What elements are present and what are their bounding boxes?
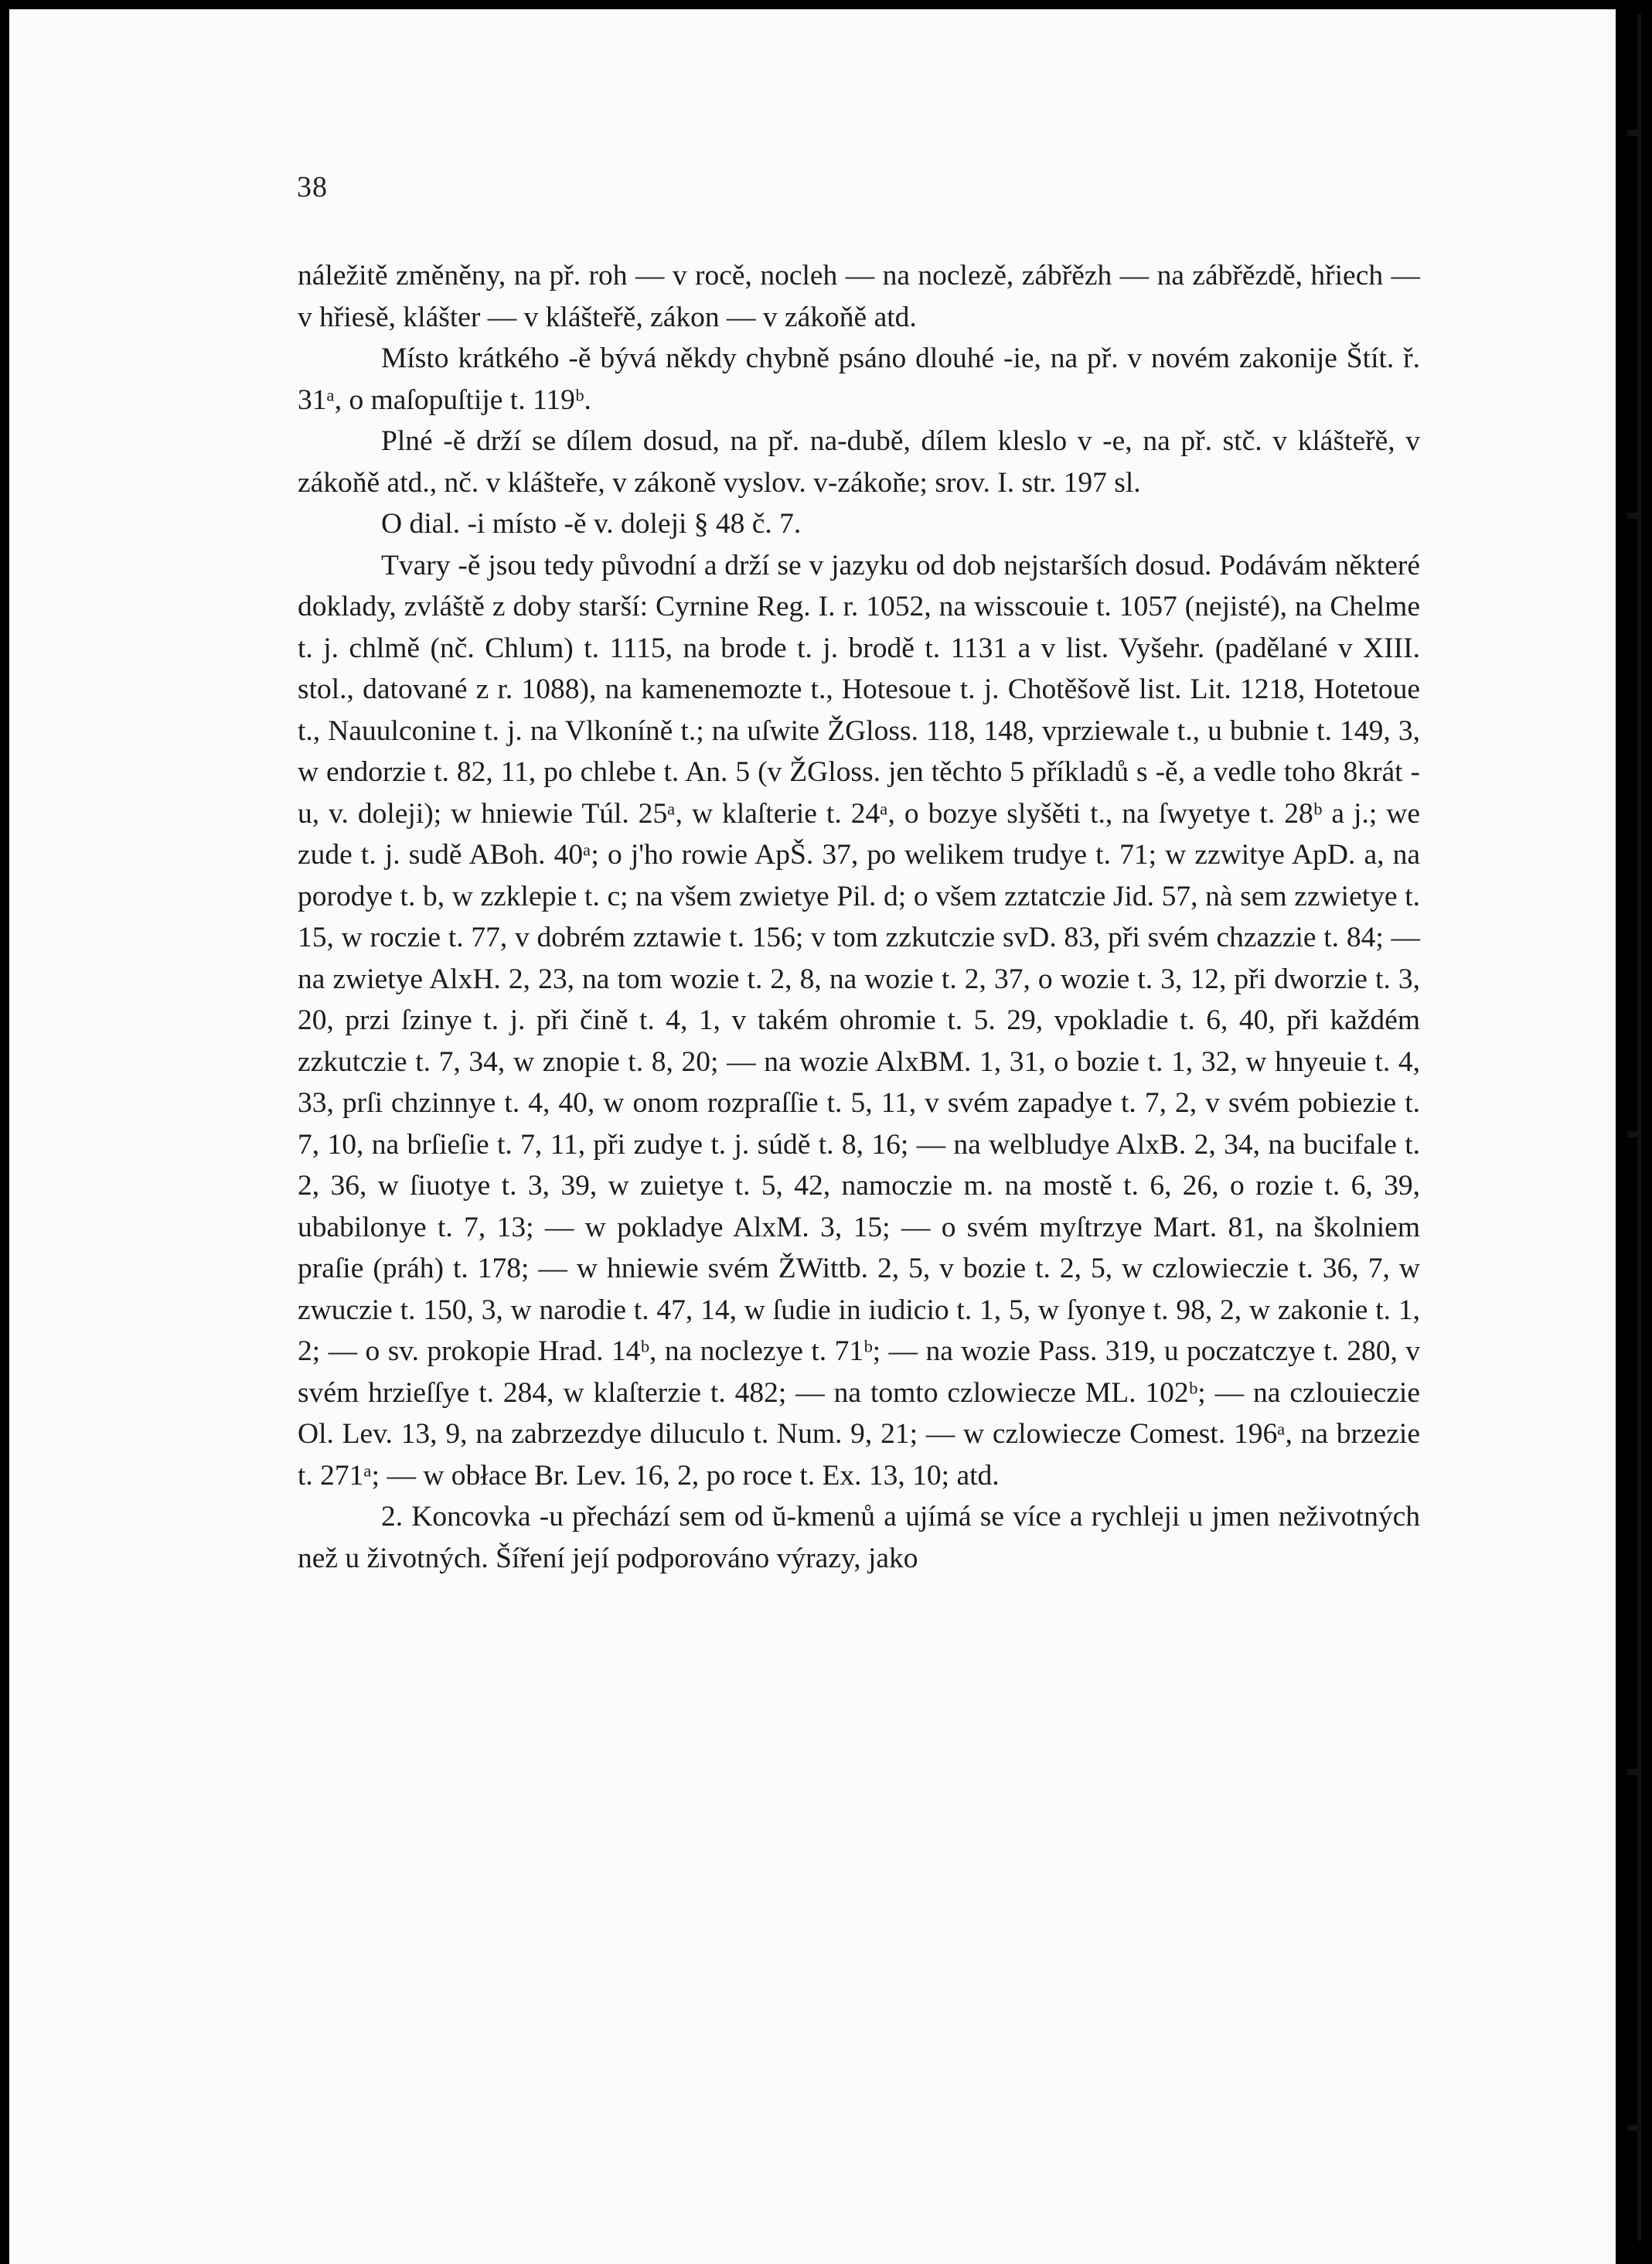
paragraph-2: Místo krátkého -ě bývá někdy chybně psáno dlouhé -ie, na př. v novém zakonije Štít. ř. 31ᵃ, o maſopuſtije t. 119ᵇ. bbox=[298, 343, 1420, 416]
scan-edge-mark bbox=[1627, 1769, 1641, 1775]
page-number: 38 bbox=[297, 171, 328, 203]
paragraph-6: 2. Koncovka -u přechází sem od ŭ-kmenů a ujímá se více a rychleji u jmen neživotných než u životných. Šíření její podporováno výrazy, jako bbox=[298, 1501, 1420, 1574]
paragraph-4: O dial. -i místo -ě v. doleji § 48 č. 7. bbox=[381, 508, 802, 540]
book-page bbox=[9, 9, 1616, 2264]
scan-edge-mark bbox=[1627, 1131, 1641, 1137]
page-body-text bbox=[298, 255, 1420, 1579]
paragraph-1: náležitě změněny, na př. roh — v rocě, nocleh — na noclezě, zábřězh — na zábřězdě, hřiech — v hřiesě, klášter — v klášteřě, zákon — v zákoňě atd. bbox=[298, 260, 1420, 333]
scan-edge-mark bbox=[1627, 130, 1641, 136]
paragraph-3: Plné -ě drží se dílem dosud, na př. na-dubě, dílem kleslo v -e, na př. stč. v klášteřě, v zákoňě atd., nč. v klášteře, v zákoně vyslov. v-zákoňe; srov. I. str. 197 sl. bbox=[298, 425, 1420, 499]
scan-edge-line bbox=[1637, 14, 1641, 2241]
scan-edge-mark bbox=[1627, 2125, 1641, 2131]
scan-edge-mark bbox=[1627, 513, 1641, 519]
paragraph-5: Tvary -ě jsou tedy původní a drží se v jazyku od dob nejstarších dosud. Podávám některé doklady, zvláště z doby starší: Cyrnine Reg. I. r. 1052, na wisscouie t. 1057 (nejisté), na Chelme t. j. chlmě (nč. Chlum) t. 1115, na brode t. j. brodě t. 1131 a v list. Vyšehr. (padělané v XIII. stol., datované z r. 1088), na kamenemozte t., Hotesoue t. j. Chotěšově list. Lit. 1218, Hotetoue t., Nauulconine t. j. na Vlkoníně t.; na uſwite ŽGloss. 118, 148, vprziewale t., u bubnie t. 149, 3, w endorzie t. 82, 11, po chlebe t. An. 5 (v ŽGloss. jen těchto 5 příkladů s -ě, a vedle toho 8krát -u, v. doleji); w hniewie Túl. 25ᵃ, w klaſterie t. 24ᵃ, o bozye slyšěti t., na ſwyetye t. 28ᵇ a j.; we zude t. j. sudě ABoh. 40ᵃ; o j'ho rowie ApŠ. 37, po welikem trudye t. 71; w zzwitye ApD. a, na porodye t. b, w zzklepie t. c; na všem zwietye Pil. d; o všem zztatczie Jid. 57, nà sem zzwietye t. 15, w roczie t. 77, v dobrém zztawie t. 156; v tom zzkutczie svD. 83, při svém chzazzie t. 84; — na zwietye AlxH. 2, 23, na tom wozie t. 2, 8, na wozie t. 2, 37, o wozie t. 3, 12, při dworzie t. 3, 20, przi ſzinye t. j. při čině t. 4, 1, v takém ohromie t. 5. 29, vpokladie t. 6, 40, při každém zzkutczie t. 7, 34, w znopie t. 8, 20; — na wozie AlxBM. 1, 31, o bozie t. 1, 32, w hnyeuie t. 4, 33, prſi chzinnye t. 4, 40, w onom rozpraſſie t. 5, 11, v svém zapadye t. 7, 2, v svém pobiezie t. 7, 10, na brſieſie t. 7, 11, při zudye t. j. súdě t. 8, 16; — na welbludye AlxB. 2, 34, na bucifale t. 2, 36, w ſiuotye t. 3, 39, w zuietye t. 5, 42, namoczie m. na mostě t. 6, 26, o rozie t. 6, 39, ubabilonye t. 7, 13; — w pokladye AlxM. 3, 15; — o svém myſtrzye Mart. 81, na školniem praſie (práh) t. 178; — w hniewie svém ŽWittb. 2, 5, v bozie t. 2, 5, w czlowieczie t. 36, 7, w zwuczie t. 150, 3, w narodie t. 47, 14, w ſudie in iudicio t. 1, 5, w ſyonye t. 98, 2, w zakonie t. 1, 2; — o sv. prokopie Hrad. 14ᵇ, na noclezye t. 71ᵇ; — na wozie Pass. 319, u poczatczye t. 280, v svém hrzieſſye t. 284, w klaſterzie t. 482; — na tomto czlowiecze ML. 102ᵇ; — na czlouieczie Ol. Lev. 13, 9, na zabrzezdye diluculo t. Num. 9, 21; — w czlowiecze Comest. 196ᵃ, na brzezie t. 271ᵃ; — w obłace Br. Lev. 16, 2, po roce t. Ex. 13, 10; atd. bbox=[298, 549, 1420, 1492]
